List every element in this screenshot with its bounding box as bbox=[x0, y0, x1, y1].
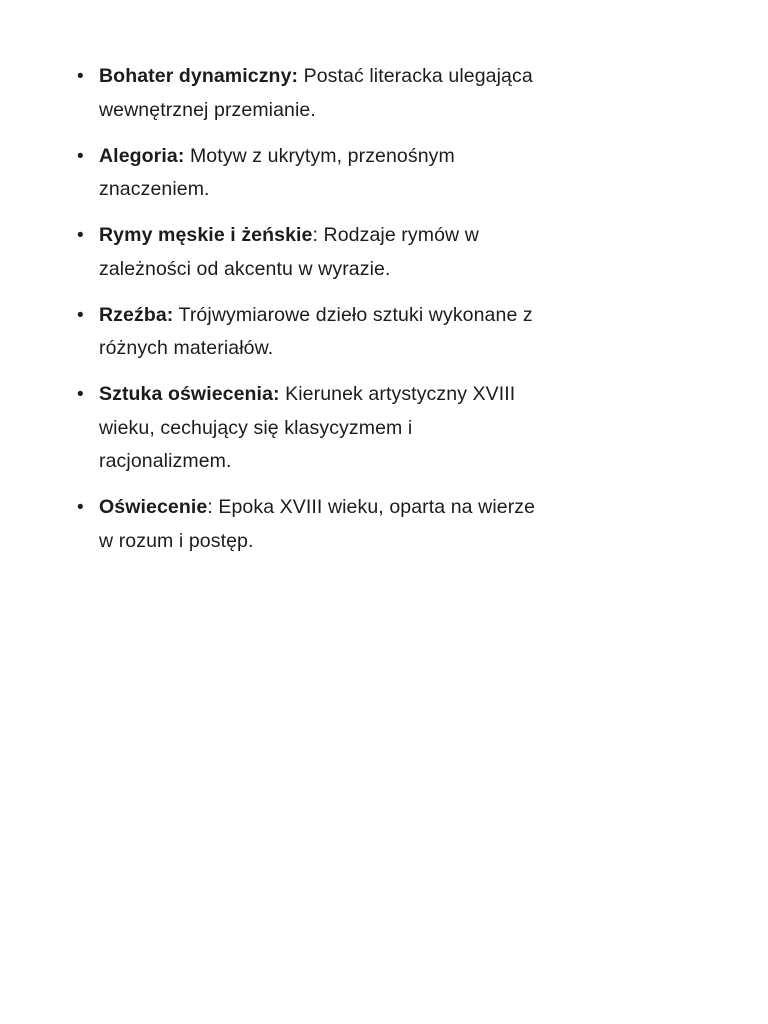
bullet-icon: • bbox=[77, 145, 84, 167]
bullet-icon: • bbox=[77, 497, 84, 518]
term-label: Rymy męskie i żeńskie bbox=[99, 224, 313, 246]
term-label: Rzeźba: bbox=[99, 303, 174, 326]
bullet-icon: • bbox=[77, 66, 84, 87]
list-item bbox=[77, 60, 539, 127]
bullet-icon: • bbox=[77, 304, 84, 326]
term-definition: Motyw z ukrytym, przenośnym znaczeniem. bbox=[99, 144, 455, 200]
bullet-icon: • bbox=[77, 225, 84, 246]
bullet-icon: • bbox=[77, 384, 84, 405]
term-label: Bohater dynamiczny: bbox=[99, 65, 299, 87]
term-label: Alegoria: bbox=[99, 144, 185, 167]
list-item bbox=[77, 140, 539, 207]
list-item bbox=[77, 491, 539, 558]
term-definition: Kierunek artystyczny XVIII wieku, cechujący się klasycyzmem i racjonalizmem. bbox=[99, 383, 516, 472]
term-label: Oświecenie bbox=[99, 496, 208, 518]
list-item bbox=[77, 219, 539, 286]
term-definition: : Epoka XVIII wieku, oparta na wierze w rozum i postęp. bbox=[99, 496, 536, 552]
term-definition: Postać literacka ulegająca wewnętrznej przemianie. bbox=[99, 65, 533, 121]
term-definition: : Rodzaje rymów w zależności od akcentu w wyrazie. bbox=[99, 224, 479, 280]
list-item bbox=[77, 378, 539, 479]
term-label: Sztuka oświecenia: bbox=[99, 383, 280, 405]
list-item bbox=[77, 299, 539, 366]
glossary-list bbox=[77, 60, 539, 571]
term-definition: Trójwymiarowe dzieło sztuki wykonane z różnych materiałów. bbox=[99, 303, 533, 359]
